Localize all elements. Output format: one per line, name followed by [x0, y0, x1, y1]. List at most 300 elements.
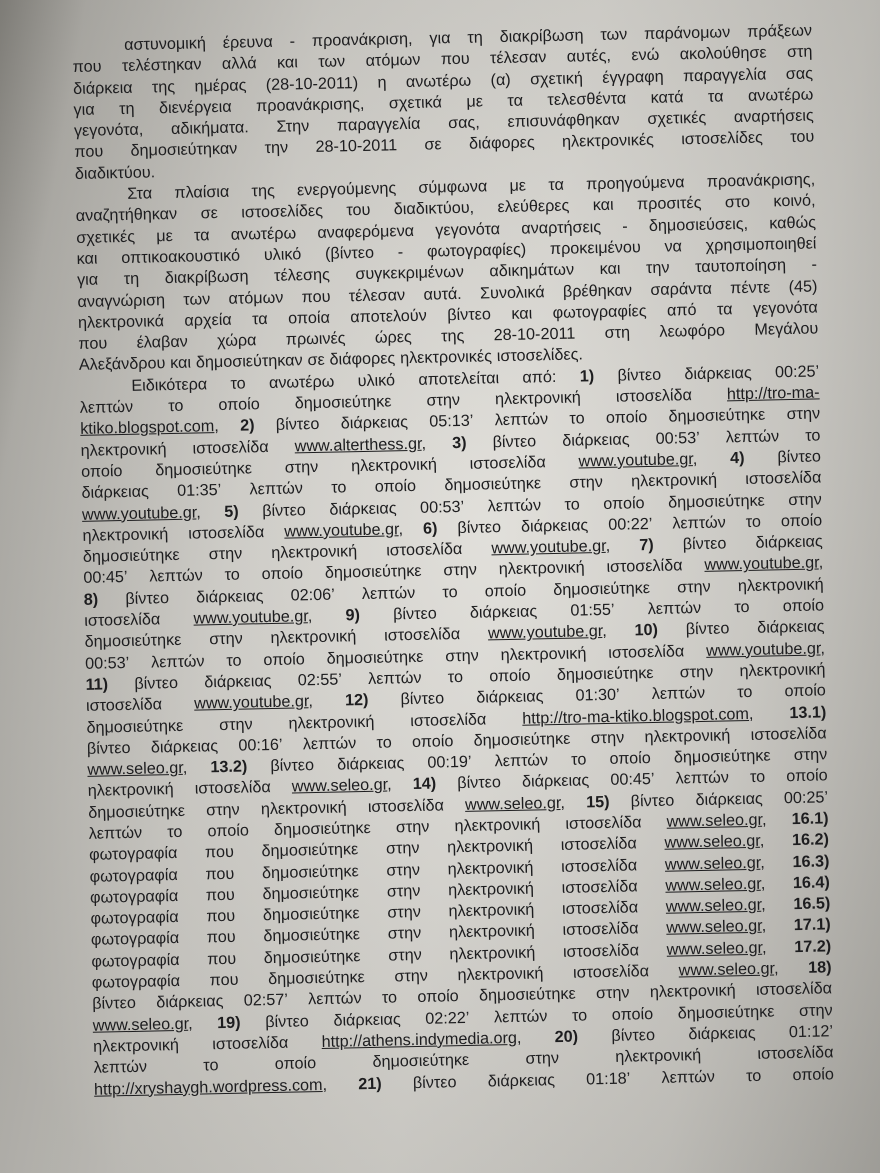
word: ηλεκτρονική: [447, 836, 534, 857]
word: www.seleo.gr,: [666, 810, 767, 831]
word: www.youtube.gr,: [193, 607, 313, 628]
word: ανωτέρω: [230, 224, 297, 244]
word: ιστοσελίδα: [615, 386, 693, 406]
word: www.seleo.gr,: [665, 895, 766, 916]
word: το: [442, 582, 458, 602]
word: 00:25’: [783, 788, 829, 807]
word: 15): [585, 792, 610, 812]
word: λεπτών: [647, 598, 702, 619]
word: ιστοσελίδα: [561, 898, 639, 919]
word: ιστοσελίδα: [745, 468, 822, 489]
word: ηλεκτρονική: [649, 981, 736, 1002]
word: 01:55’: [570, 600, 615, 620]
word: οποίο: [80, 461, 123, 481]
word: βίντεο: [457, 517, 502, 537]
word: δημοσιεύτηκε: [556, 663, 654, 684]
word: ηλεκτρονική: [457, 964, 544, 985]
word: ημέρας: [194, 75, 247, 96]
word: της: [151, 77, 176, 96]
word: www.seleo.gr,: [291, 775, 392, 796]
word: η: [377, 73, 387, 92]
word: ηλεκτρονική: [270, 627, 357, 648]
word: 10): [634, 621, 659, 640]
word: δημοσιεύτηκε: [273, 818, 371, 839]
word: διάρκειας: [204, 671, 272, 692]
word: οποίο: [489, 666, 531, 686]
word: τη: [118, 99, 135, 118]
word: το: [734, 597, 750, 617]
word: αρχεία: [184, 310, 232, 330]
word: αναγνώριση: [77, 290, 166, 311]
word: της: [251, 181, 275, 201]
word: τέλεσαν: [489, 48, 547, 68]
word: στην: [525, 1049, 560, 1068]
word: ιστοσελίδα: [755, 979, 833, 1000]
word: www.seleo.gr,: [666, 938, 767, 959]
word: δημοσιεύτηκε: [262, 904, 360, 925]
word: και: [76, 249, 98, 268]
word: ενεργούμενης: [296, 179, 397, 200]
word: το: [571, 1006, 588, 1025]
word: κατά: [650, 88, 684, 107]
word: υλικό: [263, 245, 302, 264]
word: www.seleo.gr,: [665, 874, 766, 895]
word: οποίο: [782, 596, 825, 616]
word: 9): [345, 606, 361, 625]
word: 00:16’: [238, 735, 283, 755]
word: οποίο: [218, 395, 260, 415]
word: στην: [386, 860, 421, 880]
word: στην: [445, 646, 479, 665]
word: (28-10-2011): [265, 73, 359, 94]
word: Στην: [276, 117, 310, 136]
word: προηγούμενα: [585, 173, 685, 194]
word: την: [264, 138, 289, 158]
word: ιστοσελίδα: [192, 437, 269, 458]
word: (α): [490, 70, 511, 89]
word: φωτογραφίες: [552, 301, 647, 322]
word: και: [511, 304, 533, 323]
word: πράξεων: [746, 21, 813, 41]
word: διάρκειας: [156, 992, 224, 1012]
word: δημοσιεύτηκε: [261, 840, 359, 861]
word: δημοσιεύτηκε: [667, 491, 765, 512]
word: συγκεκριμένων: [355, 263, 465, 284]
word: 17.2): [794, 937, 832, 956]
word: που: [440, 49, 470, 69]
word: το: [447, 667, 464, 687]
word: www.seleo.gr,: [92, 1014, 193, 1035]
word: βίντεο: [134, 673, 179, 693]
word: σε: [200, 204, 219, 223]
word: σχετικές: [647, 108, 707, 129]
word: το: [376, 733, 392, 752]
word: στην: [387, 924, 422, 944]
word: του: [790, 127, 815, 147]
word: ιστοσελίδα: [383, 625, 461, 645]
word: διάρκειας: [695, 789, 763, 809]
word: βίντεο: [270, 756, 315, 776]
word: http://athens.indymedia.org,: [321, 1028, 522, 1051]
word: ηλεκτρονικές: [399, 347, 493, 368]
word: δημοσιεύτηκε: [553, 578, 651, 599]
word: προανάκρισης,: [255, 94, 365, 116]
word: ιστοσελίδα: [469, 453, 546, 473]
word: ηλεκτρονική: [87, 780, 174, 801]
word: του: [346, 201, 371, 220]
word: ώρες: [374, 328, 412, 347]
word: βρέθηκαν: [562, 280, 633, 301]
word: 00:45’: [83, 568, 128, 588]
word: σχετική: [529, 68, 584, 89]
word: διάρκειας: [684, 363, 752, 383]
word: διάρκειας: [757, 617, 825, 638]
word: βίντεο: [457, 773, 502, 793]
word: στην: [387, 903, 422, 922]
word: τελέστηκαν: [121, 55, 202, 76]
word: διαδικτύου,: [393, 198, 475, 219]
word: διάρκειας: [476, 687, 544, 707]
word: βίντεο: [392, 604, 437, 624]
word: το: [226, 651, 242, 670]
word: διακρίβωση: [164, 267, 249, 288]
word: ηλεκτρονική: [615, 1046, 702, 1067]
word: που: [207, 949, 237, 969]
word: (45): [788, 277, 818, 296]
word: δημοσιεύτηκε: [262, 883, 360, 904]
word: διάρκειας: [336, 754, 405, 774]
word: -: [289, 32, 296, 51]
word: www.seleo.gr,: [678, 959, 779, 980]
word: διάρκειας: [562, 430, 630, 450]
word: λεπτών: [361, 583, 416, 603]
word: διάρκειας: [688, 1023, 756, 1044]
word: ηλεκτρονική: [498, 558, 585, 579]
word: λεπτών: [651, 684, 706, 704]
word: που: [206, 906, 236, 926]
word: www.youtube.gr,: [704, 553, 824, 575]
word: ιστοσελίδα: [562, 919, 639, 940]
word: το: [737, 683, 753, 702]
word: www.youtube.gr,: [705, 638, 826, 660]
word: οποίο: [603, 493, 645, 513]
word: στη: [786, 42, 813, 62]
word: 20): [554, 1027, 579, 1047]
word: διάρκειας: [521, 771, 590, 792]
word: λεπτών: [494, 410, 549, 430]
word: λεπτών: [494, 751, 549, 771]
word: 00:53’: [419, 497, 465, 517]
word: αποτελείται: [418, 368, 500, 389]
word: δημοσιεύτηκε: [261, 861, 359, 882]
word: 7): [639, 536, 654, 555]
word: στην: [209, 629, 243, 649]
word: διάρκειας: [469, 602, 538, 622]
word: λεπτών: [149, 566, 203, 586]
word: 28-10-2011: [315, 136, 398, 157]
word: το: [381, 988, 398, 1008]
word: -: [622, 217, 628, 236]
word: ηλεκτρονική: [739, 660, 826, 681]
word: Μεγάλου: [754, 319, 819, 339]
word: ηλεκτρονικές: [561, 131, 655, 152]
word: βίντεο: [630, 791, 675, 811]
word: ιστοσελίδα: [84, 610, 161, 630]
word: πλαίσια: [174, 182, 230, 202]
word: 01:30’: [575, 685, 620, 705]
word: το: [745, 1066, 762, 1085]
word: οποίο: [484, 581, 527, 601]
word: παράνομων: [643, 23, 731, 44]
word: από:: [522, 367, 557, 387]
word: 8): [83, 590, 99, 609]
word: 16.2): [791, 830, 830, 850]
word: 02:22’: [425, 1008, 470, 1028]
word: φωτογραφία: [89, 865, 178, 886]
word: ατόμων: [228, 288, 284, 308]
word: www.seleo.gr,: [87, 758, 188, 779]
word: τα: [716, 300, 733, 319]
word: ιστοσελίδα: [560, 855, 638, 876]
word: 00:53’: [655, 428, 700, 448]
word: ιστοσελίδα: [561, 877, 638, 897]
word: ιστοσελίδα: [188, 522, 265, 543]
word: με: [156, 226, 173, 245]
word: δημοσιεύτηκαν: [130, 140, 238, 161]
word: 18): [807, 958, 832, 977]
word: που: [301, 287, 331, 306]
word: ιστοσελίδα: [608, 641, 685, 662]
word: με: [509, 176, 527, 195]
word: για: [76, 270, 99, 290]
word: στην: [284, 457, 319, 477]
word: ανωτέρω: [405, 71, 472, 91]
word: ηλεκτρονική: [271, 542, 358, 563]
word: ηλεκτρονική: [448, 921, 535, 942]
word: ηλεκτρονική: [82, 524, 169, 545]
word: και: [170, 354, 192, 373]
word: στην: [788, 489, 822, 509]
word: στην: [205, 800, 240, 820]
word: το: [230, 374, 246, 393]
word: δημοσιεύτηκε: [294, 392, 392, 413]
word: πρωινές: [285, 329, 346, 349]
word: (βίντεο: [324, 243, 375, 263]
word: ανωτέρω: [268, 372, 335, 392]
word: το: [749, 768, 766, 787]
word: οποίο: [605, 408, 648, 428]
word: ηλεκτρονική: [454, 815, 541, 836]
word: 17.1): [793, 915, 831, 935]
word: έρευνα: [222, 32, 273, 52]
word: βίντεο: [682, 534, 727, 554]
word: το: [167, 822, 183, 842]
word: ιστοσελίδα: [410, 709, 487, 730]
word: 6): [422, 519, 438, 538]
word: σχετικές: [76, 227, 136, 247]
document-body: [72, 21, 834, 1101]
word: 00:45’: [610, 770, 655, 790]
word: ελεύθερες: [497, 196, 570, 217]
word: στην: [426, 391, 461, 410]
word: σε: [307, 351, 325, 370]
word: ιστοσελίδα: [565, 813, 642, 833]
word: 5): [224, 502, 239, 521]
word: ιστοσελίδα: [212, 1033, 289, 1054]
word: δημοσιεύτηκε: [82, 545, 180, 567]
word: www.seleo.gr,: [464, 793, 566, 814]
word: δημοσιεύτηκε: [326, 647, 424, 668]
word: σχετικά: [388, 93, 443, 113]
word: το: [569, 409, 585, 429]
word: δημοσιεύτηκε: [84, 631, 182, 652]
word: της: [440, 327, 465, 346]
word: σας,: [447, 113, 480, 133]
word: προσιτές: [636, 194, 702, 214]
word: στην: [388, 945, 422, 965]
word: βίντεο: [262, 500, 307, 520]
word: ιστοσελίδα: [367, 796, 445, 816]
word: στην: [569, 473, 604, 492]
word: φωτογραφία: [89, 886, 179, 907]
word: 12): [344, 691, 369, 710]
word: διάρκειας: [487, 1070, 556, 1091]
word: που: [209, 970, 239, 990]
word: να: [664, 237, 683, 256]
word: παραγγελία: [682, 65, 767, 85]
word: το: [745, 512, 762, 531]
word: οποίο: [792, 1064, 835, 1084]
word: το: [564, 495, 580, 514]
word: βίντεο: [617, 365, 662, 385]
word: στην: [676, 577, 711, 597]
word: που: [72, 57, 102, 77]
word: αυτά.: [423, 284, 462, 304]
word: βίντεο: [447, 305, 492, 325]
word: ιστοσελίδα: [572, 962, 650, 982]
word: αναρτήσεις: [521, 217, 602, 238]
word: οποίο: [780, 511, 823, 531]
word: 00:22’: [608, 514, 653, 534]
word: οποίο: [411, 731, 454, 751]
word: προκειμένου: [549, 238, 641, 259]
word: δημοσιεύτηκε: [668, 405, 766, 426]
word: φωτογραφία: [90, 929, 180, 950]
word: από: [666, 300, 697, 320]
word: κοινό,: [773, 191, 816, 211]
word: έγγραφη: [602, 67, 664, 87]
word: επισυνάφθηκαν: [507, 110, 620, 132]
word: λεπτών: [93, 1057, 148, 1078]
word: τέλεσαν: [348, 285, 406, 305]
word: ατόμων: [365, 51, 421, 71]
word: www.youtube.gr,: [284, 520, 404, 541]
word: διάρκειας: [195, 586, 264, 607]
word: και: [276, 53, 299, 73]
word: δημοσιεύτηκε: [673, 746, 771, 767]
word: οποίο: [374, 477, 417, 496]
word: τα: [707, 87, 724, 106]
word: 3): [451, 433, 467, 452]
word: δημοσιεύτηκε: [267, 968, 365, 989]
word: βίντεο: [492, 432, 537, 451]
word: 21): [358, 1074, 382, 1093]
word: 00:53’: [84, 653, 130, 673]
word: φωτογραφία: [88, 844, 178, 865]
word: www.seleo.gr,: [664, 853, 765, 874]
word: λεωφόρο: [659, 321, 726, 341]
word: των: [318, 52, 346, 72]
word: www.youtube.gr,: [193, 692, 314, 713]
word: λεπτών: [493, 1006, 548, 1027]
word: οποίο: [263, 649, 305, 669]
word: Στα: [127, 184, 153, 203]
word: παραγγελία: [336, 114, 421, 135]
word: www.alterthess.gr,: [294, 434, 427, 456]
word: δημοσιεύσεις,: [648, 214, 749, 235]
word: λεπτών: [88, 823, 143, 843]
word: οποίο: [786, 766, 828, 786]
word: οποία: [287, 308, 331, 328]
word: τα: [548, 175, 565, 195]
word: ανωτέρω: [747, 85, 814, 105]
word: που: [205, 885, 235, 905]
word: τα: [507, 91, 524, 110]
word: www.seleo.gr,: [666, 917, 767, 938]
word: αδικημάτων: [489, 260, 575, 281]
word: τα: [251, 309, 268, 329]
word: 01:18’: [586, 1069, 631, 1089]
word: το: [570, 750, 587, 769]
word: δημοσιεύτηκε: [155, 459, 253, 480]
word: στην: [679, 662, 714, 682]
word: αναζητήθηκαν: [75, 205, 178, 226]
word: διάρκειας: [333, 1009, 401, 1030]
word: τα: [193, 225, 210, 245]
word: το: [805, 426, 821, 445]
word: που: [206, 928, 236, 947]
word: www.youtube.gr,: [81, 502, 201, 524]
word: διάρκειας: [329, 498, 397, 519]
word: τελεσθέντα: [547, 89, 627, 109]
word: ηλεκτρονική: [644, 726, 731, 746]
word: 16.3): [792, 851, 830, 871]
word: ακολούθησε: [679, 43, 767, 64]
word: των: [183, 289, 211, 309]
word: λεπτών: [675, 768, 730, 788]
word: 02:55’: [297, 670, 343, 690]
word: 28-10-2011: [493, 324, 576, 345]
word: προανάκρισης,: [706, 170, 816, 191]
word: αστυνομική: [124, 34, 207, 54]
word: 2): [239, 416, 255, 435]
word: 14): [412, 774, 437, 794]
word: ktiko.blogspot.com,: [80, 417, 219, 439]
word: λεπτών: [308, 989, 362, 1009]
word: για: [73, 100, 95, 119]
word: ηλεκτρονική: [447, 858, 534, 878]
word: οποίο: [611, 1004, 654, 1024]
word: ηλεκτρονική: [631, 470, 718, 491]
word: καθώς: [769, 213, 817, 233]
word: δημοσιεύτηκε: [263, 925, 361, 946]
word: βίντεο: [412, 1072, 457, 1092]
word: στην: [385, 839, 420, 858]
word: 01:12’: [788, 1022, 834, 1042]
word: διάρκειας: [755, 532, 823, 552]
word: λεπτών: [661, 1067, 716, 1087]
word: ιστοσελίδα: [750, 724, 827, 744]
